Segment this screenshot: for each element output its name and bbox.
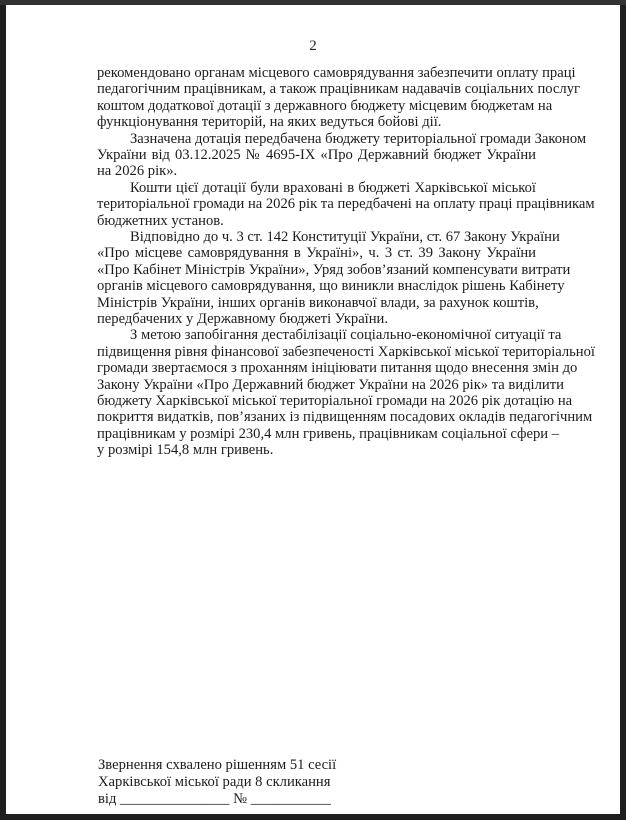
text-line: територіальної громади на 2026 рік та передбачені на оплату праці працівникам bbox=[97, 196, 595, 213]
text-line: бюджету Харківської міської територіальної громади на 2026 рік дотацію на bbox=[97, 393, 573, 409]
text-line: на 2026 рік». bbox=[97, 163, 178, 180]
text-line: Закону України «Про Державний бюджет України на 2026 рік» та виділити bbox=[97, 376, 564, 393]
text-line: Міністрів України, інших органів виконавчої влади, за рахунок коштів, bbox=[97, 294, 539, 311]
text-line: громади звертаємося з проханням ініціювати питання щодо внесення змін до bbox=[97, 360, 578, 377]
text-line: підвищення рівня фінансової забезпеченості Харківської міської територіальної bbox=[97, 343, 595, 360]
text-line: Відповідно до ч. 3 ст. 142 Конституції України, ст. 67 Закону України bbox=[130, 229, 560, 245]
text-line: Кошти цієї дотації були враховані в бюджеті Харківської міської bbox=[130, 179, 536, 196]
text-line: функціонування територій, на яких ведуться бойові дії. bbox=[97, 114, 442, 131]
text-line: «Про місцеве самоврядування в Україні», ч. 3 ст. 39 Закону України bbox=[97, 245, 536, 262]
page-number: 2 bbox=[309, 38, 317, 54]
text-line: органів місцевого самоврядування, що виникли внаслідок рішень Кабінету bbox=[97, 278, 565, 295]
text-line: педагогічним працівникам, а також працівникам надавачів соціальних послуг bbox=[97, 81, 580, 98]
text-line: покриття видатків, пов’язаних із підвищенням посадових окладів педагогічним bbox=[97, 409, 593, 426]
text-line: коштом додаткової дотації з державного бюджету місцевим бюджетам на bbox=[97, 97, 553, 114]
text-line: передбачених у Державному бюджеті України. bbox=[97, 311, 389, 327]
footer-line: Звернення схвалено рішенням 51 сесії bbox=[98, 757, 337, 773]
footer-line: від _______________ № ___________ bbox=[98, 790, 331, 807]
text-line: бюджетних установ. bbox=[97, 212, 224, 229]
text-line: «Про Кабінет Міністрів України», Уряд зобов’язаний компенсувати витрати bbox=[97, 261, 571, 278]
text-line: Зазначена дотація передбачена бюджету територіальної громади Законом bbox=[130, 130, 587, 147]
text-line: у розмірі 154,8 млн гривень. bbox=[97, 442, 274, 459]
text-line: працівникам у розмірі 230,4 млн гривень, працівникам соціальної сфери – bbox=[97, 425, 559, 442]
text-line: З метою запобігання дестабілізації соціально-економічної ситуації та bbox=[130, 327, 562, 344]
text-line: рекомендовано органам місцевого самоврядування забезпечити оплату праці bbox=[97, 65, 576, 81]
footer-line: Харківської міської ради 8 скликання bbox=[98, 773, 331, 790]
text-line: України від 03.12.2025 № 4695-IX «Про Державний бюджет України bbox=[97, 147, 536, 163]
